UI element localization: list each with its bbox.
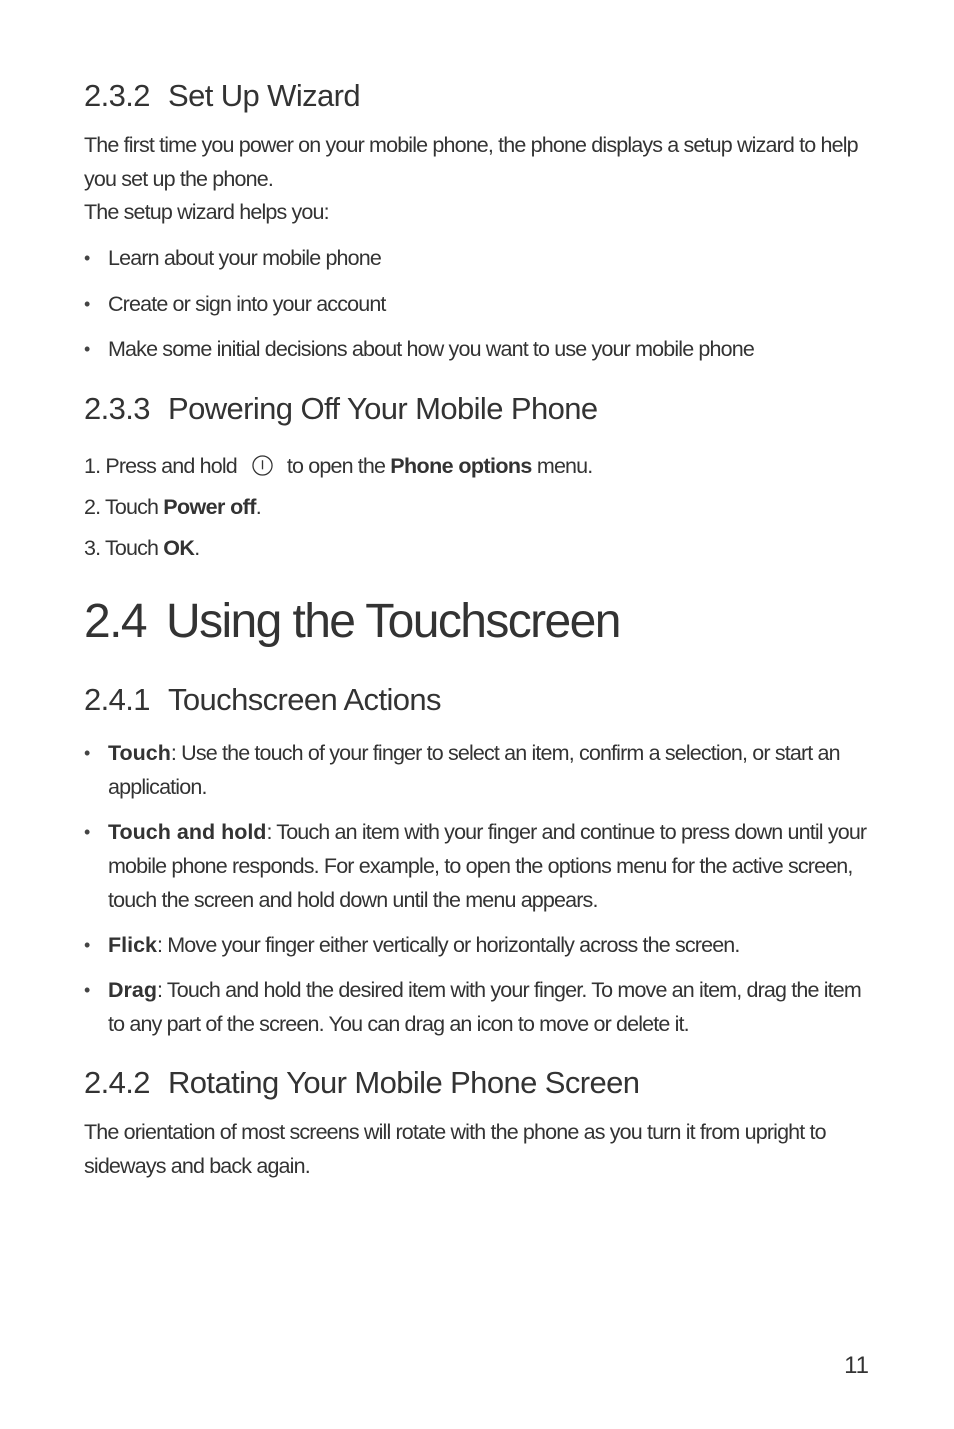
step-3 bbox=[84, 532, 199, 565]
heading-rotating-screen bbox=[84, 1065, 639, 1101]
action-term: Touch and hold bbox=[108, 820, 267, 844]
action-term: Touch bbox=[108, 741, 171, 765]
list-item bbox=[84, 815, 874, 917]
heading-setup-wizard bbox=[84, 78, 360, 114]
heading-title: Touchscreen Actions bbox=[168, 682, 441, 717]
step-text: to open the bbox=[286, 454, 386, 478]
heading-title: Rotating Your Mobile Phone Screen bbox=[168, 1065, 640, 1100]
action-description: : Touch and hold the desired item with your finger. To move an item, drag the item to any part of the screen. You can drag an icon to move or delete it. bbox=[108, 978, 861, 1036]
rotating-screen-para: The orientation of most screens will rotate with the phone as you turn it from upright to sideways and back again. bbox=[84, 1120, 826, 1178]
step-bold-phone-options: Phone options bbox=[390, 454, 532, 478]
list-item: • Create or sign into your account bbox=[84, 287, 386, 321]
list-item bbox=[84, 928, 874, 962]
list-item bbox=[84, 736, 874, 804]
heading-number: 2.3.2 bbox=[84, 78, 150, 113]
action-term: Flick bbox=[108, 933, 157, 957]
step-text: menu. bbox=[536, 454, 593, 478]
step-text: . bbox=[255, 495, 261, 519]
action-description: : Move your finger either vertically or horizontally across the screen. bbox=[157, 933, 740, 957]
step-text: 2. Touch bbox=[84, 495, 159, 519]
step-1 bbox=[84, 450, 592, 483]
heading-title: Using the Touchscreen bbox=[166, 595, 620, 648]
heading-number: 2.3.3 bbox=[84, 391, 150, 426]
step-text: 3. Touch bbox=[84, 536, 159, 560]
heading-title: Set Up Wizard bbox=[168, 78, 361, 113]
list-item bbox=[84, 973, 874, 1041]
action-description: : Touch an item with your finger and continue to press down until your mobile phone responds. For example, to open the options menu for the active screen, touch the screen and hold down until the menu appears. bbox=[108, 820, 867, 912]
heading-powering-off bbox=[84, 391, 598, 427]
heading-using-touchscreen bbox=[84, 594, 620, 649]
heading-touchscreen-actions bbox=[84, 682, 441, 718]
step-text: . bbox=[194, 536, 200, 560]
action-description: : Use the touch of your finger to select an item, confirm a selection, or start an application. bbox=[108, 741, 840, 799]
heading-number: 2.4.2 bbox=[84, 1065, 150, 1100]
heading-number: 2.4.1 bbox=[84, 682, 150, 717]
step-text: 1. Press and hold bbox=[84, 454, 237, 478]
action-term: Drag bbox=[108, 978, 157, 1002]
heading-number: 2.4 bbox=[84, 595, 146, 648]
list-item: • Learn about your mobile phone bbox=[84, 241, 381, 275]
step-2 bbox=[84, 491, 261, 524]
list-item: • Make some initial decisions about how you want to use your mobile phone bbox=[84, 332, 754, 366]
setup-wizard-helps: The setup wizard helps you: bbox=[84, 200, 329, 224]
power-icon bbox=[252, 455, 273, 476]
step-bold-power-off: Power off bbox=[163, 495, 256, 519]
heading-title: Powering Off Your Mobile Phone bbox=[168, 391, 598, 426]
setup-wizard-intro: The first time you power on your mobile phone, the phone displays a setup wizard to help you set up the phone. bbox=[84, 133, 858, 191]
step-bold-ok: OK bbox=[163, 536, 195, 560]
page-number: 11 bbox=[844, 1352, 869, 1379]
